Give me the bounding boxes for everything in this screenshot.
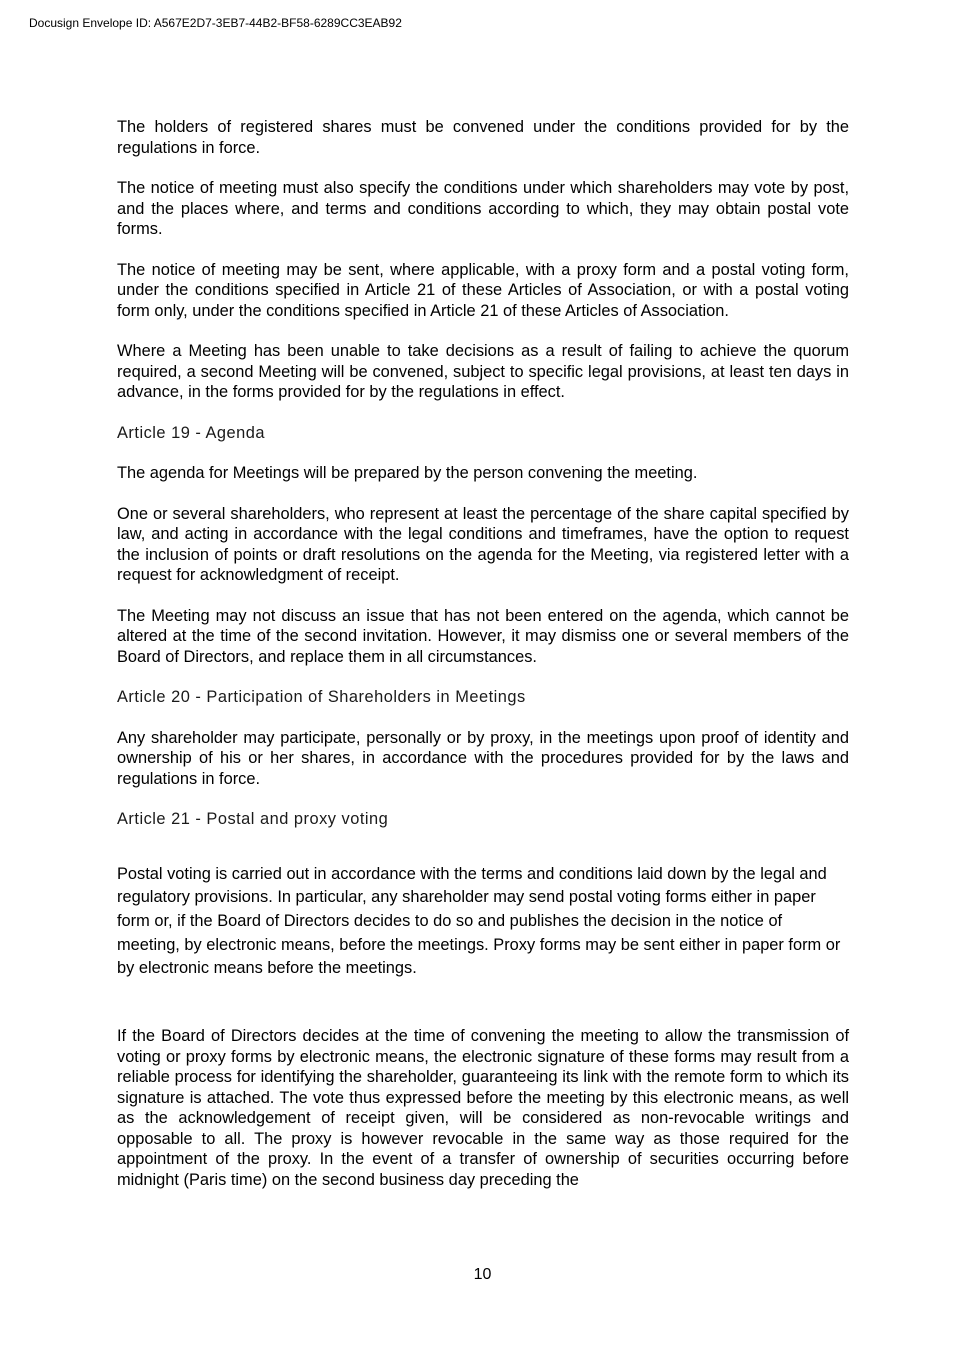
paragraph-participation: Any shareholder may participate, personally or by proxy, in the meetings upon proof of identity and ownership of his or her shares, in accordance with the procedures provided for by the laws and regulations in force. bbox=[117, 728, 849, 788]
page-number: 10 bbox=[473, 1266, 492, 1283]
paragraph-postal-vote-conditions: The notice of meeting must also specify the conditions under which shareholders may vote by post, and the places where, and terms and conditions according to which, they may obtain postal vote forms. bbox=[117, 179, 849, 238]
docusign-envelope-id: Docusign Envelope ID: A567E2D7-3EB7-44B2-BF58-6289CC3EAB92 bbox=[29, 16, 402, 30]
paragraph-registered-shares: The holders of registered shares must be convened under the conditions provided for by the regulations in force. bbox=[117, 118, 849, 157]
paragraph-proxy-form: The notice of meeting may be sent, where applicable, with a proxy form and a postal voting form, under the conditions specified in Article 21 of these Articles of Association, or with a postal voting form only, under the conditions specified in Article 21 of these Articles of Association. bbox=[117, 260, 849, 320]
document-body bbox=[117, 117, 849, 1190]
paragraph-second-meeting: Where a Meeting has been unable to take decisions as a result of failing to achieve the quorum required, a second Meeting will be convened, subject to specific legal provisions, at least ten days in advance, in the forms provided for by the regulations in effect. bbox=[117, 342, 849, 401]
heading-article-20: Article 20 - Participation of Shareholders in Meetings bbox=[117, 688, 526, 706]
paragraph-agenda: The agenda for Meetings will be prepared by the person convening the meeting. bbox=[117, 464, 698, 482]
paragraph-agenda-request: One or several shareholders, who represent at least the percentage of the share capital specified by law, and acting in accordance with the legal conditions and timeframes, have the option to request the inclusion of points or draft resolutions on the agenda for the Meeting, via registered letter with a request for acknowledgment of receipt. bbox=[117, 504, 849, 584]
paragraph-electronic-forms: If the Board of Directors decides at the time of convening the meeting to allow the transmission of voting or proxy forms by electronic means, the electronic signature of these forms may result from a reliable process for identifying the shareholder, guaranteeing its link with the remote form to which its signature is attached. The vote thus expressed before the meeting by this electronic means, as well as the acknowledgement of receipt given, will be considered as non-revocable writings and opposable to all. The proxy is however revocable in the same way as those required for the appointment of the proxy. In the event of a transfer of ownership of securities occurring before midnight (Paris time) on the second business day preceding the bbox=[117, 1027, 849, 1189]
paragraph-agenda-restrictions: The Meeting may not discuss an issue that has not been entered on the agenda, which cannot be altered at the time of the second invitation. However, it may dismiss one or several members of the Board of Directors, and replace them in all circumstances. bbox=[117, 606, 849, 666]
heading-article-21: Article 21 - Postal and proxy voting bbox=[117, 810, 389, 828]
paragraph-postal-voting: Postal voting is carried out in accordance with the terms and conditions laid down by the legal and regulatory provisions. In particular, any shareholder may send postal voting forms either in paper form or, if the Board of Directors decides to do so and publishes the decision in the notice of meeting, by electronic means, before the meetings. Proxy forms may be sent either in paper form or by electronic means before the meetings. bbox=[117, 864, 841, 978]
heading-article-19: Article 19 - Agenda bbox=[117, 423, 265, 442]
